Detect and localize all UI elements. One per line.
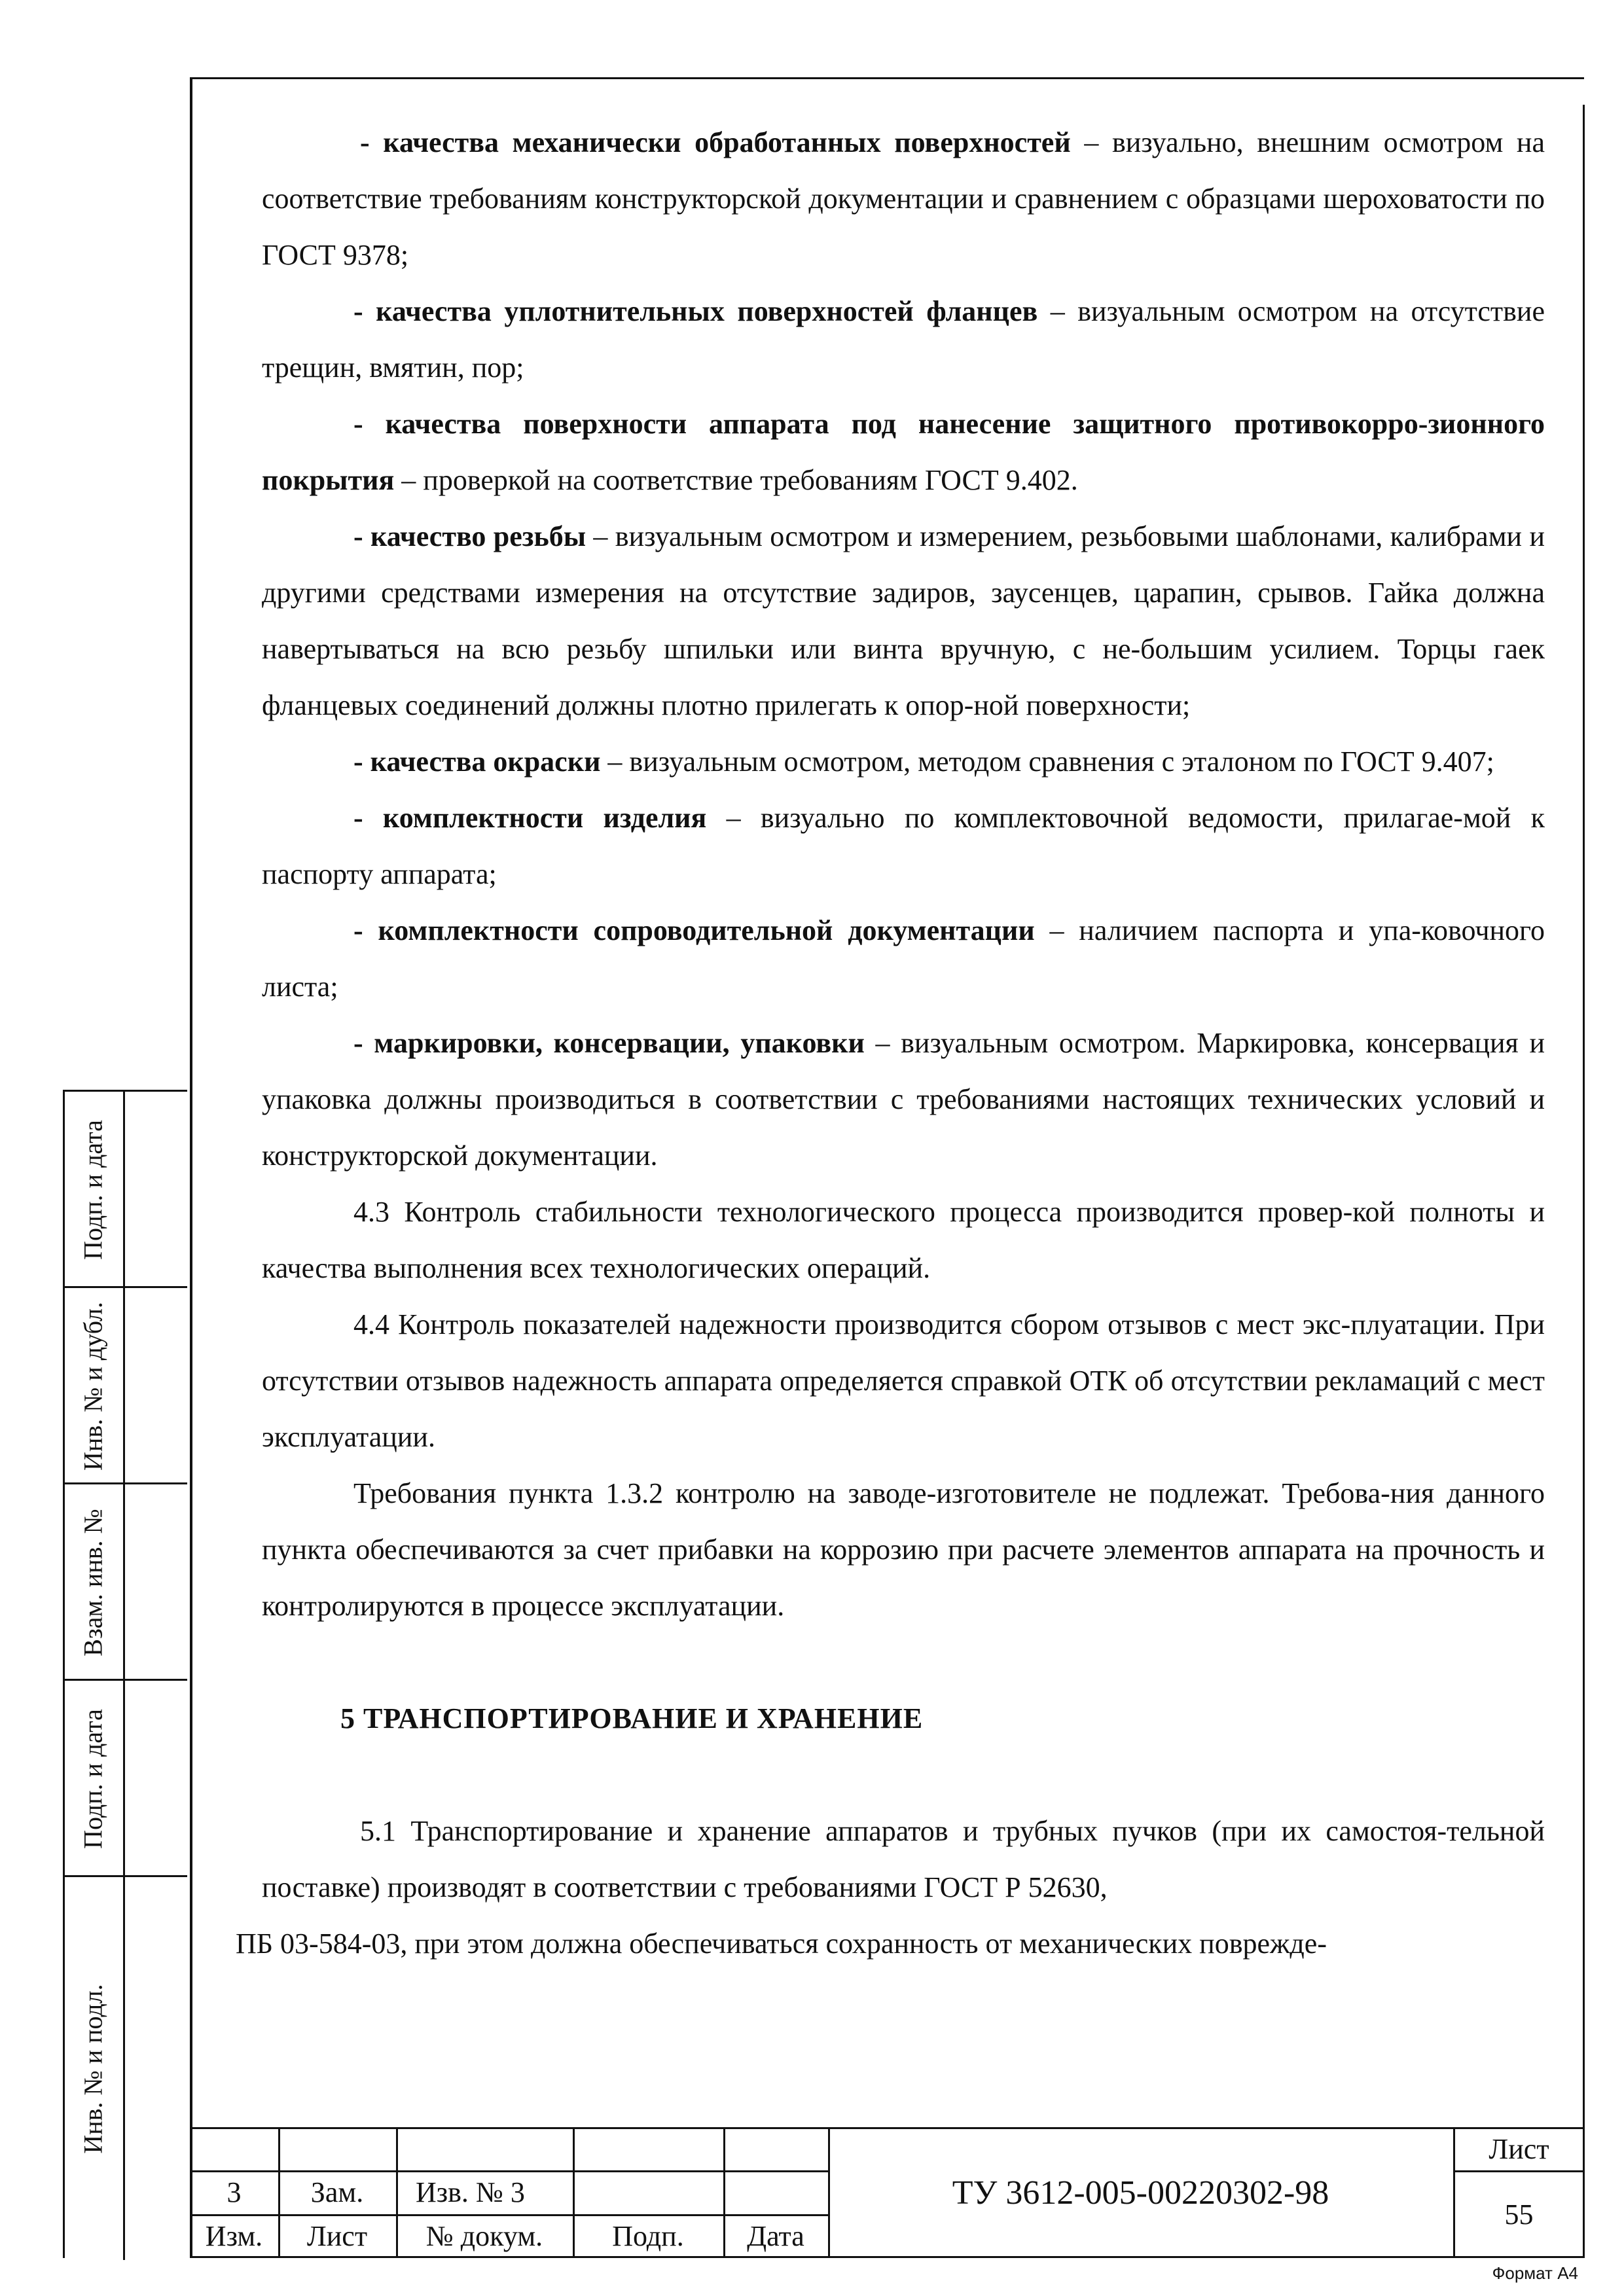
side-cell	[63, 1875, 187, 2260]
item-title: - качества поверхности аппарата под нанесение защитного противокорро-зионного покрытия	[262, 408, 1545, 496]
item-text: – наличием паспорта и упа-ковочного листа;	[262, 914, 1545, 1003]
frame-left-line	[190, 77, 192, 2258]
title-block	[190, 2127, 1585, 2258]
item-title: - качество резьбы	[353, 520, 586, 552]
tb-sheet-no: 55	[1504, 2198, 1534, 2231]
paragraph-2	[262, 283, 1545, 396]
paragraph-4	[262, 509, 1545, 734]
paragraph-5-1-continued: ПБ 03-584-03, при этом должна обеспечиваться сохранность от механических поврежде-	[236, 1928, 1327, 1960]
side-label: Подп. и дата	[78, 1120, 108, 1260]
tb-rev-type: Зам.	[310, 2176, 364, 2208]
item-text: – визуальным осмотром и измерением, резьбовыми шаблонами, калибрами и другими средствами измерения на отсутствие задиров, заусенцев, царапин, срывов. Гайка должна навертываться на всю резьбу шпильки или винта вручную, с не-большим усилием. Торцы гаек фланцевых соединений должны плотно прилегать к опор-ной поверхности;	[262, 520, 1545, 721]
paragraph-8	[262, 1015, 1545, 1184]
tb-h-list: Лист	[306, 2220, 368, 2252]
side-label: Подп. и дата	[78, 1709, 108, 1849]
tb-doc-no: Изв. № 3	[416, 2176, 525, 2208]
side-label-cell	[63, 1681, 125, 1877]
item-title: - качества механически обработанных поверхностей	[360, 126, 1071, 158]
paragraph-3	[262, 396, 1545, 509]
document-body	[236, 115, 1545, 1972]
item-title: - маркировки, консервации, упаковки	[353, 1027, 865, 1059]
side-label-cell	[63, 1288, 125, 1484]
item-title: - комплектности сопроводительной документации	[353, 914, 1035, 946]
item-title: - комплектности изделия	[353, 802, 707, 834]
frame-right-line	[1583, 105, 1585, 2258]
tb-h-izm: Изм.	[205, 2220, 263, 2252]
paragraph-4-4: 4.4 Контроль показателей надежности производится сбором отзывов с мест экс-плуатации. При отсутствии отзывов надежность аппарата определяется справкой ОТК об отсутствии рекламаций с мест эксплуатации.	[262, 1308, 1545, 1453]
item-text: – визуальным осмотром, методом сравнения с эталоном по ГОСТ 9.407;	[600, 745, 1494, 778]
side-label: Инв. № и подл.	[78, 1983, 108, 2154]
side-strip	[63, 1090, 187, 2258]
paragraph-requirements: Требования пункта 1.3.2 контролю на заводе-изготовителе не подлежат. Требова-ния данного пункта обеспечиваются за счет прибавки на коррозию при расчете элементов аппарата на прочность и контролируются в процессе эксплуатации.	[262, 1477, 1545, 1622]
item-text: – визуально по комплектовочной ведомости, прилагае-мой к паспорту аппарата;	[262, 802, 1545, 890]
paragraph-1	[262, 115, 1545, 283]
tb-h-podp: Подп.	[612, 2220, 684, 2252]
format-label: Формат А4	[1492, 2263, 1578, 2283]
side-label-cell	[63, 1092, 125, 1288]
paragraph-4-3: 4.3 Контроль стабильности технологического процесса производится провер-кой полноты и качества выполнения всех технологических операций.	[262, 1196, 1545, 1284]
paragraph-5-1: 5.1 Транспортирование и хранение аппаратов и трубных пучков (при их самостоя-тельной поставке) производят в соответствии с требованиями ГОСТ Р 52630,	[262, 1815, 1545, 1903]
tb-sheet-label: Лист	[1489, 2132, 1549, 2165]
side-label: Взам. инв. №	[78, 1509, 108, 1657]
paragraph-7	[262, 903, 1545, 1015]
tb-h-doc: № докум.	[425, 2220, 543, 2252]
side-label-cell	[63, 1877, 125, 2260]
side-cell	[63, 1286, 187, 1484]
side-cell	[63, 1482, 187, 1681]
item-title: - качества уплотнительных поверхностей фланцев	[353, 295, 1038, 327]
item-text: – проверкой на соответствие требованиям ГОСТ 9.402.	[394, 464, 1078, 496]
side-cell	[63, 1090, 187, 1288]
paragraph-5	[262, 734, 1545, 790]
side-cell	[63, 1679, 187, 1877]
item-text: – визуальным осмотром. Маркировка, консервация и упаковка должны производиться в соответствии с требованиями настоящих технических условий и конструкторской документации.	[262, 1027, 1545, 1172]
tb-h-data: Дата	[747, 2220, 804, 2252]
item-text: – визуально, внешним осмотром на соответствие требованиям конструкторской документации и сравнением с образцами шероховатости по ГОСТ 9378;	[262, 126, 1545, 271]
side-label-cell	[63, 1484, 125, 1681]
paragraph-6	[262, 790, 1545, 903]
frame-top-line	[190, 77, 1584, 79]
tb-rev: 3	[226, 2176, 242, 2208]
section-heading: 5 ТРАНСПОРТИРОВАНИЕ И ХРАНЕНИЕ	[340, 1702, 924, 1734]
side-label: Инв. № и дубл.	[78, 1302, 108, 1471]
item-title: - качества окраски	[353, 745, 601, 778]
tb-designation: ТУ 3612-005-00220302-98	[952, 2174, 1329, 2212]
item-text: – визуальным осмотром на отсутствие трещин, вмятин, пор;	[262, 295, 1545, 384]
